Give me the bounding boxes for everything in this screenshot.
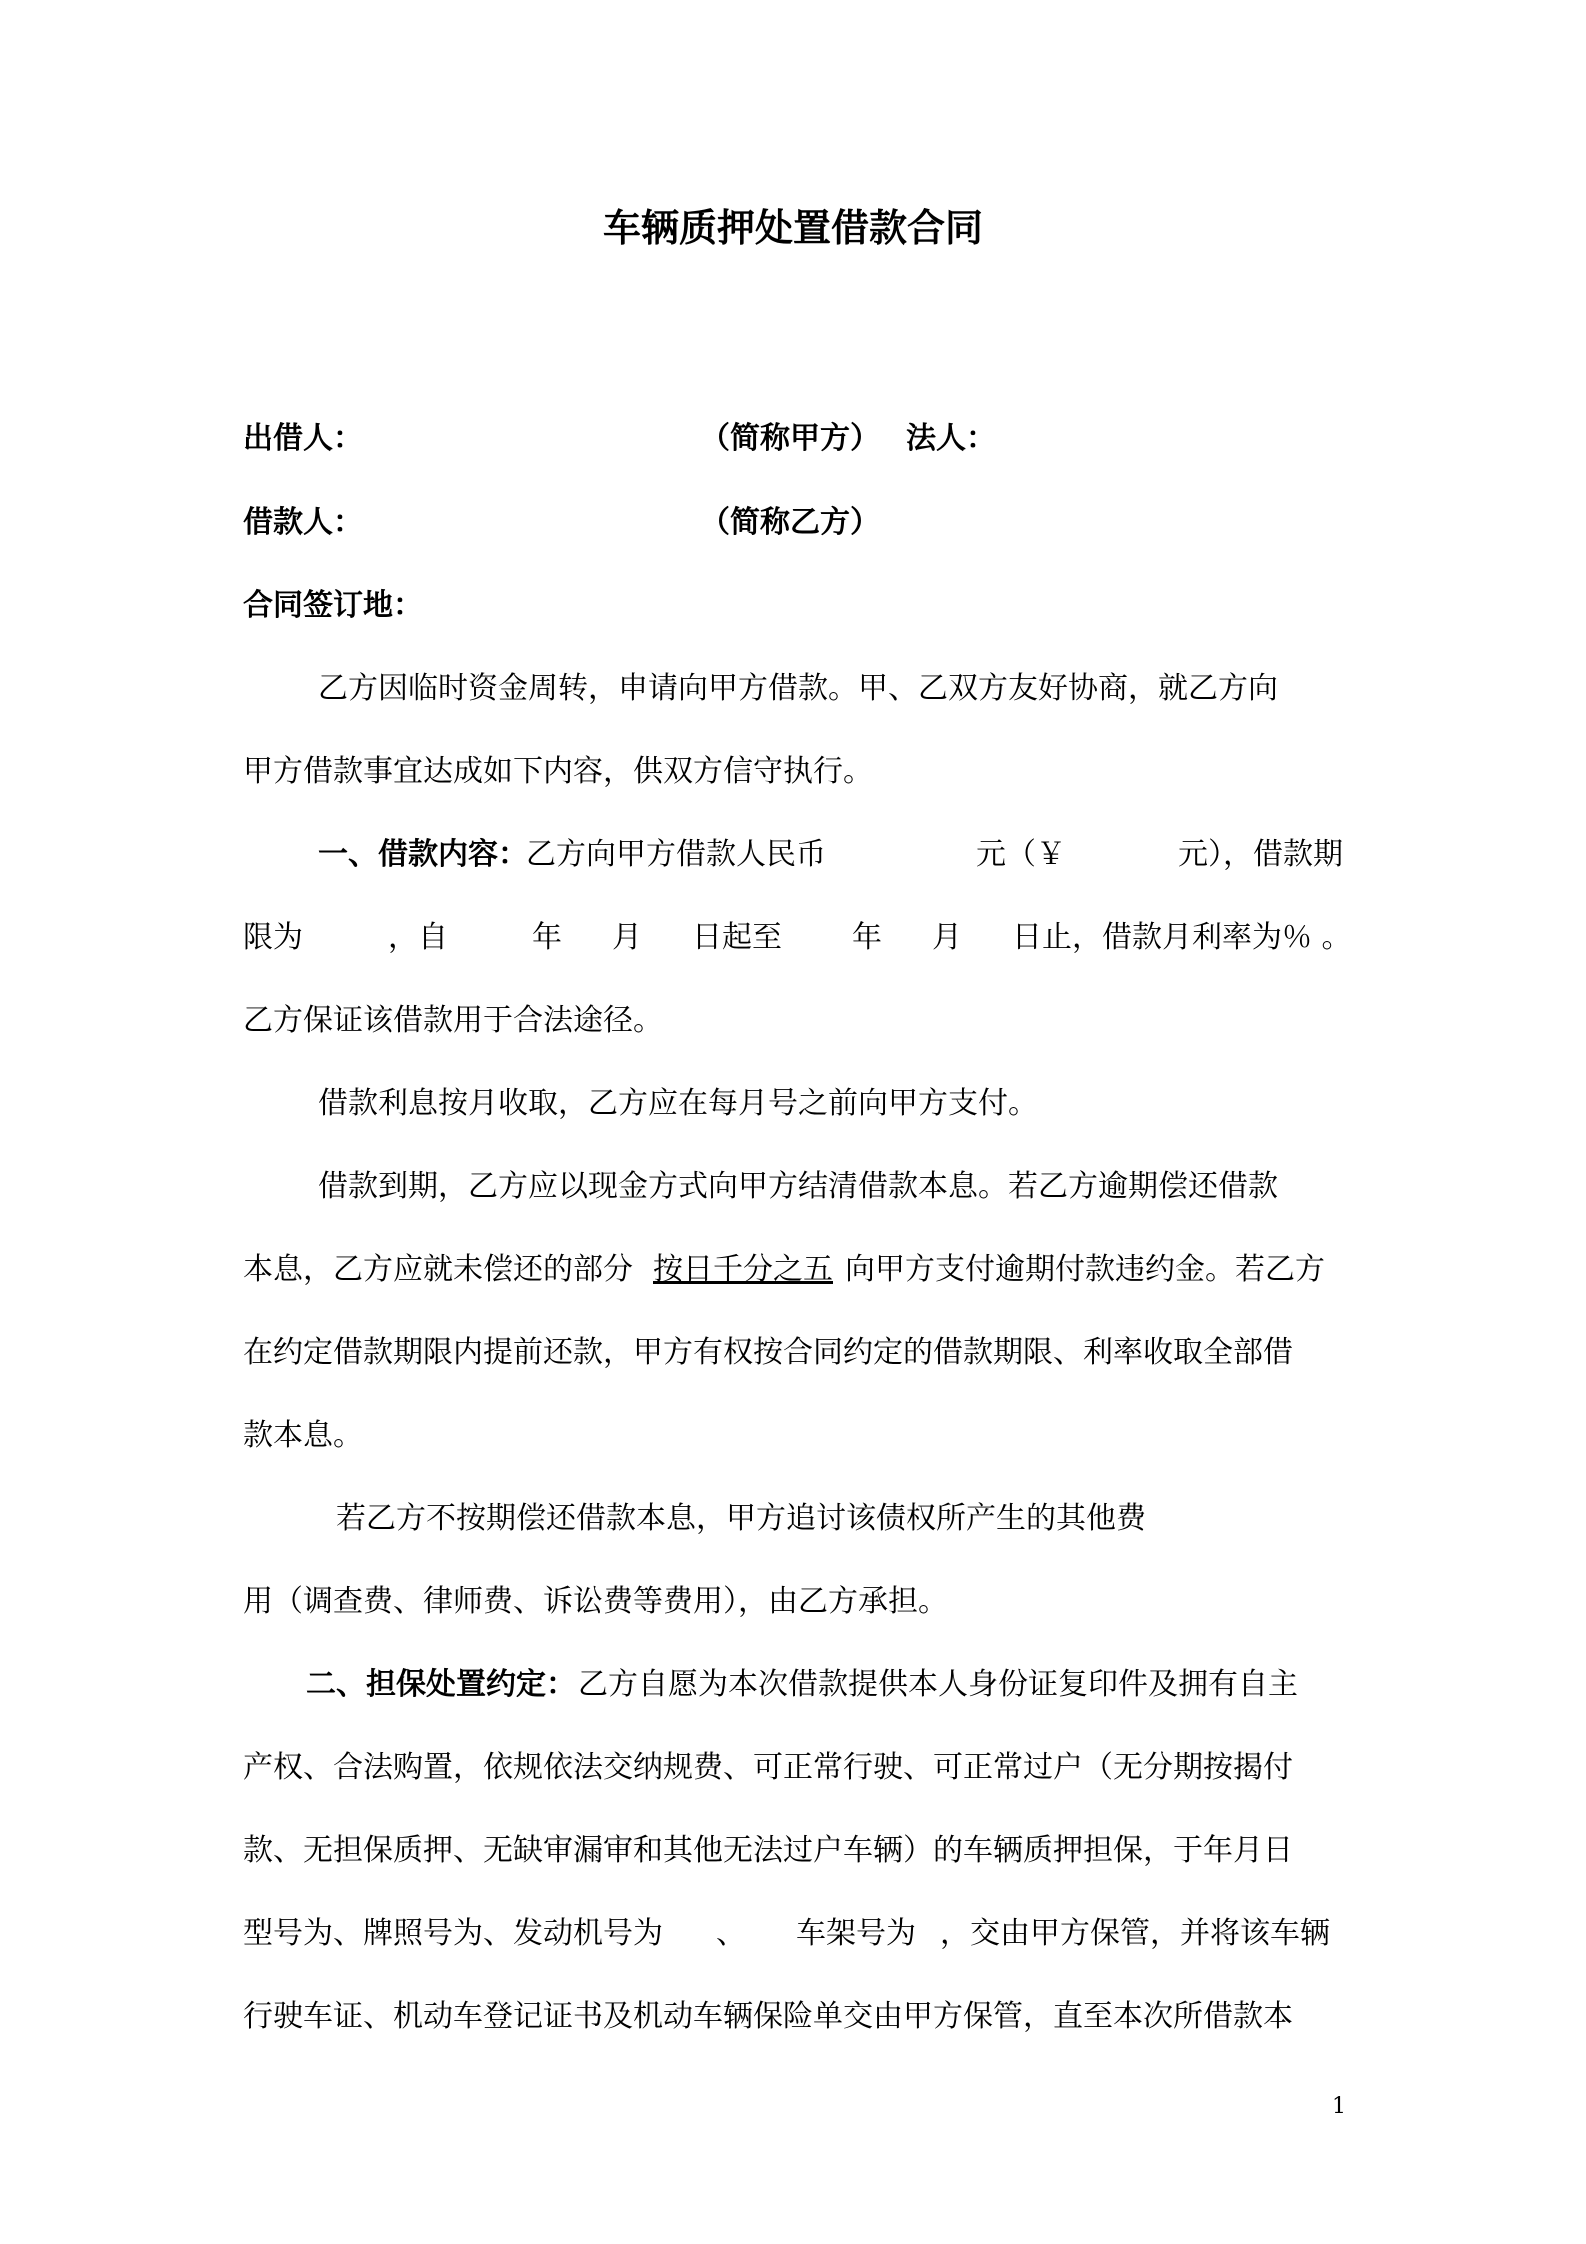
borrower-label: 借款人： (243, 505, 363, 540)
section2-line-1: 乙方自愿为本次借款提供本人身份证复印件及拥有自主 (578, 1667, 1298, 1702)
maturity-line-2a: 本息，乙方应就未偿还的部分 (243, 1252, 633, 1287)
start-month: 月 (612, 920, 642, 955)
section2-line-3: 款、无担保质押、无缺审漏审和其他无法过户车辆）的车辆质押担保，于年月日 (243, 1833, 1293, 1868)
maturity-line-2b: 向甲方支付逾期付款违约金。若乙方 (845, 1252, 1325, 1287)
section2-line-4d: ，交由甲方保管，并将该车辆 (940, 1916, 1330, 1951)
legal-use-line: 乙方保证该借款用于合法途径。 (243, 1003, 663, 1038)
intro-line-2: 甲方借款事宜达成如下内容，供双方信守执行。 (243, 754, 873, 789)
section2-line-4a: 型号为、牌照号为、发动机号为 (243, 1916, 663, 1951)
section1-yuan-open: 元（￥ (976, 837, 1066, 872)
section2-line-2: 产权、合法购置，依规依法交纳规费、可正常行驶、可正常过户（无分期按揭付 (243, 1750, 1293, 1785)
signing-place-label: 合同签订地： (243, 588, 423, 623)
end-day-rate: 日止，借款月利率为％ 。 (1012, 920, 1352, 955)
lender-abbr: （简称甲方） (700, 421, 880, 456)
start-year: 年 (532, 920, 562, 955)
costs-line-1: 若乙方不按期偿还借款本息，甲方追讨该债权所产生的其他费 (336, 1501, 1146, 1536)
start-day: 日起至 (692, 920, 782, 955)
term-label: 限为 (243, 920, 303, 955)
term-from: ，自 (388, 920, 448, 955)
section2-line-4b: 、 (716, 1916, 746, 1951)
legal-person-label: 法人： (906, 421, 996, 456)
section2-line-4c: 车架号为 (796, 1916, 916, 1951)
interest-line: 借款利息按月收取，乙方应在每月号之前向甲方支付。 (318, 1086, 1038, 1121)
section2-heading: 二、担保处置约定： (306, 1667, 576, 1702)
maturity-line-3: 在约定借款期限内提前还款，甲方有权按合同约定的借款期限、利率收取全部借 (243, 1335, 1293, 1370)
maturity-line-1: 借款到期，乙方应以现金方式向甲方结清借款本息。若乙方逾期偿还借款 (318, 1169, 1278, 1204)
section2-line-5: 行驶车证、机动车登记证书及机动车辆保险单交由甲方保管，直至本次所借款本 (243, 1999, 1293, 2034)
section1-heading: 一、借款内容： (318, 837, 528, 872)
page-number: 1 (1332, 2094, 1346, 2119)
lender-label: 出借人： (243, 421, 363, 456)
end-month: 月 (932, 920, 962, 955)
section1-amount-text: 乙方向甲方借款人民币 (526, 837, 826, 872)
end-year: 年 (852, 920, 882, 955)
penalty-rate: 按日千分之五 (653, 1252, 833, 1287)
intro-line-1: 乙方因临时资金周转，申请向甲方借款。甲、乙双方友好协商，就乙方向 (318, 671, 1278, 706)
maturity-line-4: 款本息。 (243, 1418, 363, 1453)
borrower-abbr: （简称乙方） (700, 505, 880, 540)
section1-yuan-close: 元），借款期 (1178, 837, 1343, 872)
costs-line-2: 用（调查费、律师费、诉讼费等费用），由乙方承担。 (243, 1584, 948, 1619)
document-title: 车辆质押处置借款合同 (602, 206, 983, 250)
